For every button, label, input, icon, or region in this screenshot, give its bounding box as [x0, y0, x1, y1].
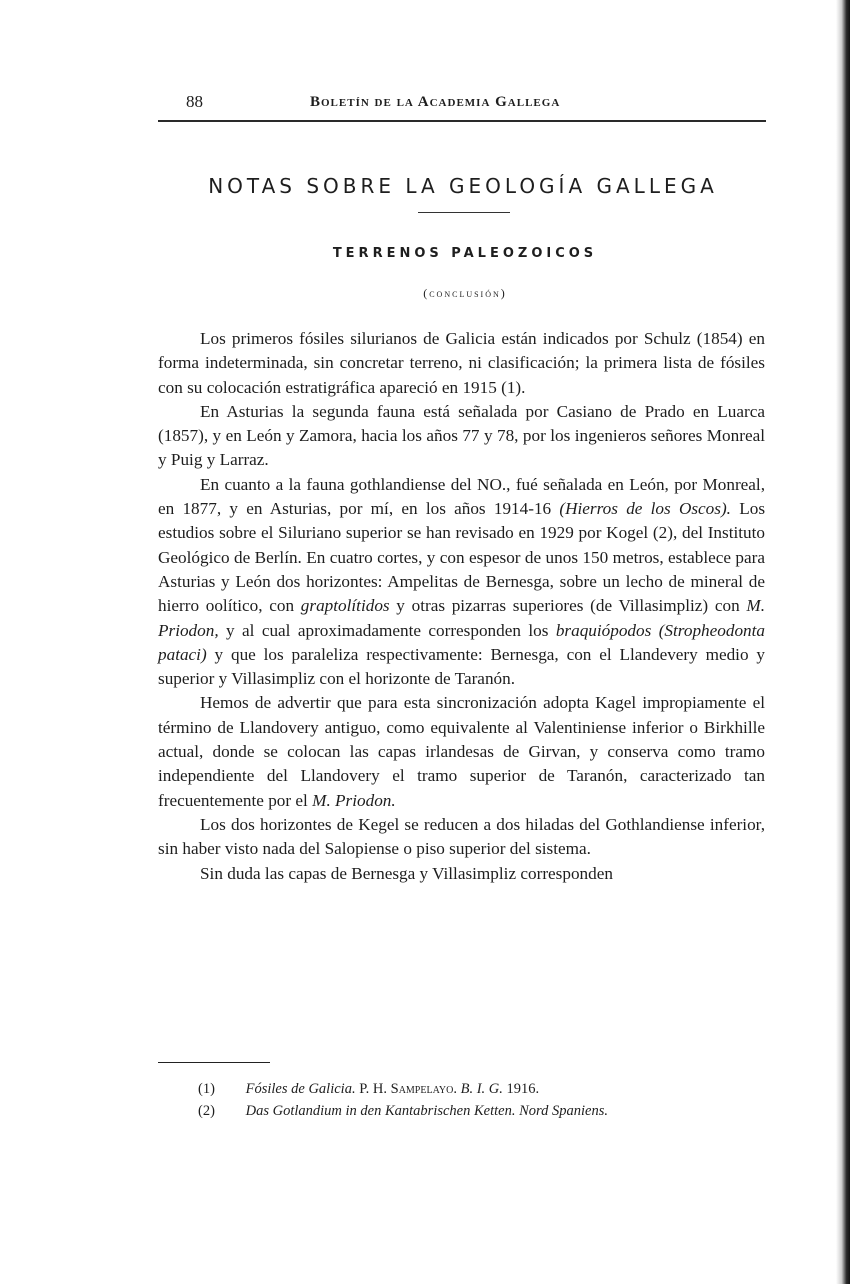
- running-title: Boletín de la Academia Gallega: [310, 94, 561, 110]
- footnote: [198, 1100, 768, 1122]
- italic-run: M. Priodon,: [158, 596, 765, 640]
- paragraph: [158, 691, 765, 812]
- footnotes: [198, 1078, 768, 1122]
- paragraph: Los dos horizontes de Kegel se reducen a dos hiladas del Gothlandiense inferior, sin haber visto nada del Salopiense o piso superior del sistema.: [158, 814, 765, 859]
- page-binding-edge: [836, 0, 850, 1284]
- paragraph: Los primeros fósiles silurianos de Galicia están indicados por Schulz (1854) en forma indeterminada, sin concretar terreno, ni clasificación; la primera lista de fósiles con su colocación estratigráfica apareció en 1915 (1).: [158, 329, 765, 397]
- text-run: y otras pizarras superiores (de Villasimpliz) con: [389, 596, 747, 616]
- text-run: En cuanto a la fauna gothlandiense del NO., fué señalada en León, por Monreal, en 1877, y en Asturias, por mí, en los años 1914-16: [158, 474, 765, 519]
- page-number: 88: [186, 92, 203, 111]
- text-run: y al cual aproximadamente corresponden los: [218, 620, 556, 640]
- footnote-mark: (2): [198, 1103, 215, 1119]
- page-header: [158, 92, 766, 118]
- footnote-mark: (1): [198, 1081, 215, 1097]
- header-rule: [158, 120, 766, 122]
- text-run: Los estudios sobre el Siluriano superior se han revisado en 1929 por Kogel (2), del Instituto Geológico de Berlín. En cuatro cortes, y con espesor de unos 150 metros, establece para Asturias y León dos horizontes: Ampelitas de Bernesga, sobre un lecho de mineral de hierro oolítico, con: [158, 499, 766, 616]
- italic-run: (Hierros de los Oscos).: [559, 499, 731, 519]
- footnote-title: Das Gotlandium in den Kantabrischen Ketten. Nord Spaniens.: [245, 1103, 608, 1119]
- title-rule: [418, 212, 510, 213]
- footnote-source: B. I. G.: [460, 1081, 503, 1097]
- italic-run: M. Priodon.: [312, 790, 396, 810]
- italic-run: braquiópodos (Stropheodonta pataci): [158, 620, 766, 664]
- article-title: NOTAS SOBRE LA GEOLOGÍA GALLEGA: [208, 174, 718, 198]
- footnote-author: P. H. Sampelayo.: [359, 1081, 457, 1097]
- paragraph: Sin duda las capas de Bernesga y Villasimpliz corresponden: [200, 863, 613, 883]
- paragraph: [158, 473, 765, 692]
- paragraph: En Asturias la segunda fauna está señalada por Casiano de Prado en Luarca (1857), y en León y Zamora, hacia los años 77 y 78, por los ingenieros señores Monreal y Puig y Larraz.: [158, 401, 765, 470]
- footnote-year: 1916.: [506, 1081, 540, 1097]
- text-run: y que los paraleliza respectivamente: Bernesga, con el Llandevery medio y superior y Villasimpliz con el horizonte de Taranón.: [158, 644, 765, 689]
- section-title: TERRENOS PALEOZOICOS: [332, 246, 598, 261]
- italic-run: graptolítidos: [300, 596, 390, 616]
- text-run: Hemos de advertir que para esta sincronización adopta Kagel impropiamente el término de Llandovery antiguo, como equivalente al Valentiniense inferior o Birkhille actual, donde se colocan las capas irlandesas de Girvan, y conserva como tramo independiente del Llandovery el tramo superior de Taranón, caracterizado tan frecuentemente por el: [158, 693, 765, 810]
- footnote-title: Fósiles de Galicia.: [245, 1081, 356, 1097]
- footnote: [198, 1078, 768, 1100]
- footnote-rule: [158, 1062, 270, 1063]
- article-body: [158, 327, 765, 886]
- subtitle: (conclusión): [423, 286, 507, 300]
